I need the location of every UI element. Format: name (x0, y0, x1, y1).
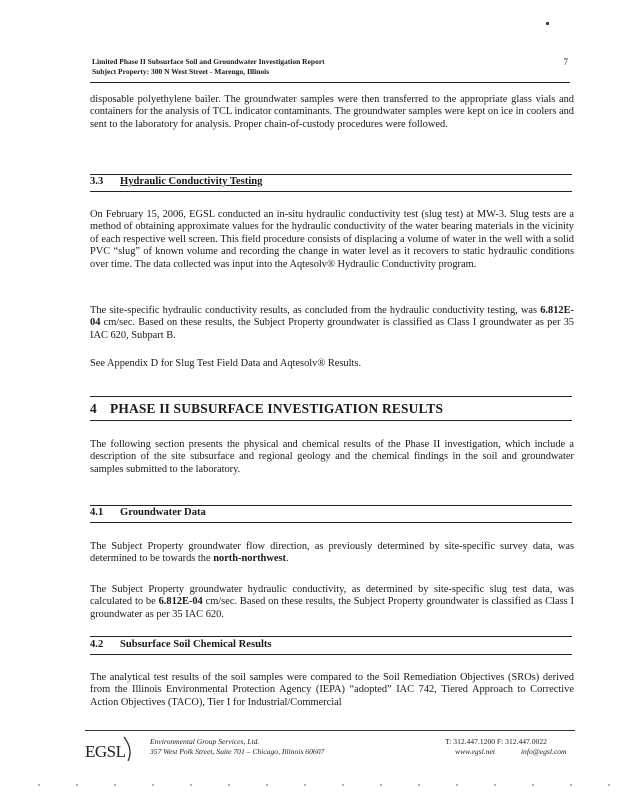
contact-links (445, 747, 567, 757)
contact-info (445, 737, 567, 757)
page-number: 7 (563, 57, 568, 67)
section-4-rule-bottom (90, 420, 572, 421)
section-title: Groundwater Data (120, 507, 206, 518)
section-4-rule-top (90, 396, 572, 397)
text-span: . (285, 553, 289, 565)
conductivity-value: 6.812E-04 (158, 596, 203, 608)
text-span: The Subject Property groundwater hydraulic conductivity, as determined by site-specific slug test data, was calculated to be (90, 584, 574, 608)
footer-rule (85, 730, 575, 731)
text-span: cm/sec. Based on these results, the Subject Property groundwater is classified as Class I groundwater as per 35 IAC 620, Subpart B. (90, 317, 574, 341)
firm-address: 357 West Polk Street, Suite 701 – Chicago, Illinois 60607 (150, 747, 325, 756)
email-link[interactable]: info@egsl.com (520, 747, 567, 756)
header-rule (90, 82, 570, 83)
section-title: Subsurface Soil Chemical Results (120, 639, 272, 650)
section-rule-top (90, 505, 572, 506)
section-3-3-heading (90, 176, 570, 187)
header-subject-property: Subject Property: 300 N West Street - Marengo, Illinois (92, 67, 270, 76)
scan-speck (546, 22, 549, 25)
section-rule-top (90, 636, 572, 637)
slug-test-paragraph: On February 15, 2006, EGSL conducted an in-situ hydraulic conductivity test (slug test) at MW-3. Slug tests are a method of obtaining approximate values for the hydraulic conductivity of the water bearing materials in the vicinity of each respective well screen. This field procedure consists of displacing a volume of water in the well with a solid PVC “slug” of known volume and recording the change in water level as it recovers to static hydraulic conditions over time. The data collected was input into the Aqtesolv® Hydraulic Conductivity program. (90, 209, 574, 270)
soil-results-paragraph: The analytical test results of the soil samples were compared to the Soil Remediation Objectives (SROs) derived from the Illinois Environmental Protection Agency (IEPA) “adopted” IAC 742, Tiered Approach to Corrective Action Objectives (TACO), Tier I for Industrial/Commercial (90, 672, 574, 708)
section-4-intro: The following section presents the physical and chemical results of the Phase II investigation, which include a description of the site subsurface and regional geology and the chemical findings in the soil and groundwater samples submitted to the laboratory. (90, 439, 574, 475)
section-rule-top (90, 174, 572, 175)
hydraulic-results-paragraph (90, 305, 574, 342)
section-rule-bottom (90, 522, 572, 523)
section-4-heading (90, 401, 570, 417)
intro-paragraph: disposable polyethylene bailer. The groundwater samples were then transferred to the appropriate glass vials and containers for the analysis of TCL indicator contaminants. The groundwater samples were kept on ice in coolers and sent to the laboratory for analysis. Proper chain-of-custody procedures were followed. (90, 94, 574, 130)
logo-text: EGSL (85, 742, 126, 761)
egsl-logo (84, 735, 142, 763)
section-rule-bottom (90, 654, 572, 655)
website-link[interactable]: www.egsl.net (455, 747, 495, 756)
section-number: 4.1 (90, 507, 104, 518)
text-span: The Subject Property groundwater flow direction, as previously determined by site-specific survey data, was determined to be towards the (90, 541, 574, 565)
section-number: 4.2 (90, 639, 104, 650)
section-4-1-heading (90, 507, 570, 518)
page-header (92, 57, 568, 77)
phone-fax: T: 312.447.1200 F: 312.447.0022 (445, 737, 547, 746)
conductivity-value: 6.812E-04 (90, 305, 574, 329)
flow-direction-value: north-northwest (213, 553, 286, 565)
section-number: 4 (90, 401, 97, 416)
section-4-2-heading (90, 639, 570, 650)
section-rule-bottom (90, 191, 572, 192)
scan-noise (20, 783, 620, 787)
text-span: The site-specific hydraulic conductivity results, as concluded from the hydraulic conductivity testing, was (90, 305, 541, 316)
firm-info (150, 737, 324, 757)
flow-direction-paragraph (90, 541, 574, 566)
section-number: 3.3 (90, 176, 104, 187)
section-title: PHASE II SUBSURFACE INVESTIGATION RESULTS (110, 401, 444, 416)
text-span: cm/sec. Based on these results, the Subject Property groundwater is classified as Class I groundwater as per 35 IAC 620. (90, 596, 574, 620)
conductivity-paragraph (90, 584, 574, 621)
section-title: Hydraulic Conductivity Testing (120, 176, 263, 187)
firm-name: Environmental Group Services, Ltd. (150, 737, 260, 746)
appendix-reference: See Appendix D for Slug Test Field Data and Aqtesolv® Results. (90, 358, 362, 369)
header-report-title: Limited Phase II Subsurface Soil and Groundwater Investigation Report (92, 57, 325, 66)
